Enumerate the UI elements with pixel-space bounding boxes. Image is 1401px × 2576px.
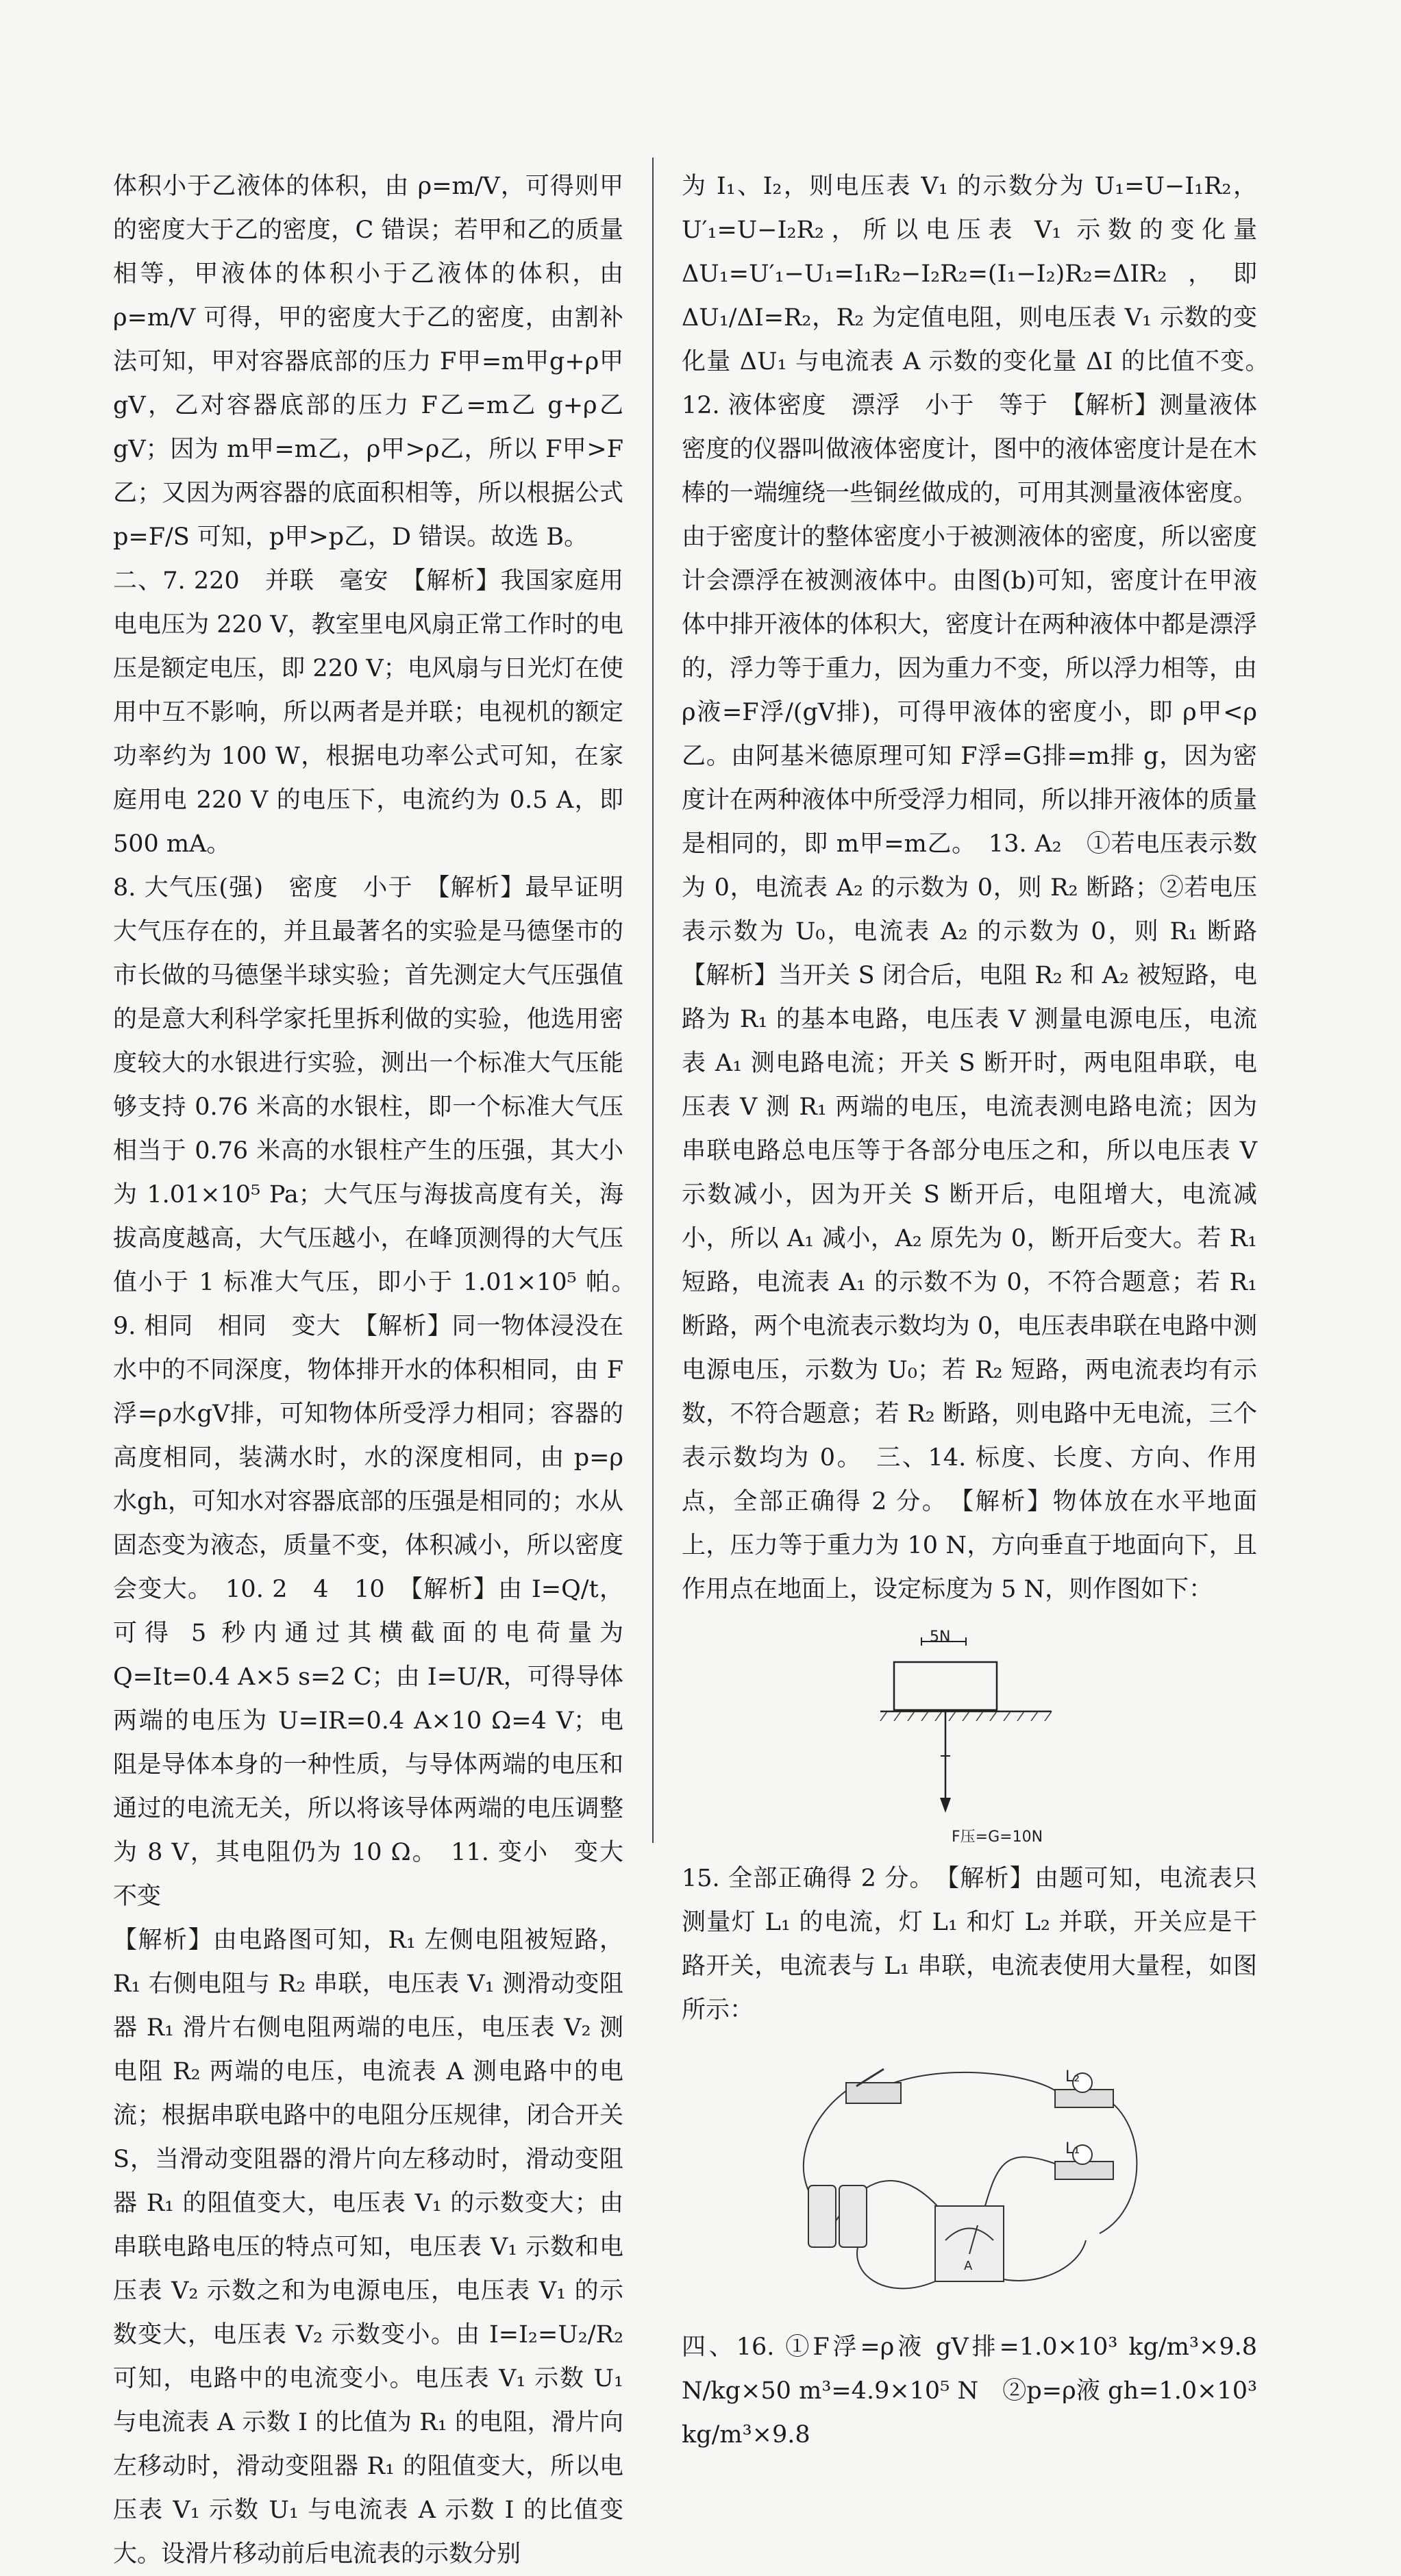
scale-label: 5N [930, 1628, 951, 1646]
left-column [113, 164, 648, 2576]
paragraph-q8-q11: 8. 大气压(强) 密度 小于 【解析】最早证明大气压存在的，并且最著名的实验是马德堡市的市长做的马德堡半球实验；首先测定大气压强值的是意大利科学家托里拆利做的实验，他选用密度较大的水银进行实验，测出一个标准大气压能够支持 0.76 米高的水银柱，即一个标准大气压相当于 0.76 米高的水银柱产生的压强，其大小为 1.01×10⁵ Pa；大气压与海拔高度有关，海拔高度越高，大气压越小，在峰顶测得的大气压值小于 1 标准大气压，即小于 1.01×10⁵ 帕。 9. 相同 相同 变大 【解析】同一物体浸没在水中的不同深度，物体排开水的体积相同，由 F浮=ρ水gV排，可知物体所受浮力相同；容器的高度相同，装满水时，水的深度相同，由 p=ρ水gh，可知水对容器底部的压强是相同的；水从固态变为液态，质量不变，体积减小，所以密度会变大。 10. 2 4 10 【解析】由 I=Q/t，可得 5 秒内通过其横截面的电荷量为 Q=It=0.4 A×5 s=2 C；由 I=U/R，可得导体两端的电压为 U=IR=0.4 A×10 Ω=4 V；电阻是导体本身的一种性质，与导体两端的电压和通过的电流无关，所以将该导体两端的电压调整为 8 V，其电阻仍为 10 Ω。 11. 变小 变大 不变 [113, 874, 648, 1910]
right-column [682, 164, 1282, 2457]
paragraph-q11-analysis: 【解析】由电路图可知，R₁ 左侧电阻被短路，R₁ 右侧电阻与 R₂ 串联，电压表 V₁ 测滑动变阻器 R₁ 滑片右侧电阻两端的电压，电压表 V₂ 测电阻 R₂ 两端的电压，电流表 A 测电路中的电流；根据串联电路中的电阻分压规律，闭合开关 S，当滑动变阻器的滑片向左移动时，滑动变阻器 R₁ 的阻值变大，电压表 V₁ 的示数变大；由串联电路电压的特点可知，电压表 V₁ 示数和电压表 V₂ 示数之和为电源电压，电压表 V₁ 的示数变大，电压表 V₂ 示数变小。由 I=I₂=U₂/R₂ 可知，电路中的电流变小。电压表 V₁ 示数 U₁ 与电流表 A 示数 I 的比值为 R₁ 的电阻，滑片向左移动时，滑动变阻器 R₁ 的阻值变大，所以电压表 V₁ 示数 U₁ 与电流表 A 示数 I 的比值变大。设滑片移动前后电流表的示数分别 [113, 1927, 623, 2568]
paragraph-q7: 二、7. 220 并联 毫安 【解析】我国家庭用电电压为 220 V，教室里电风扇正常工作时的电压是额定电压，即 220 V；电风扇与日光灯在使用中互不影响，所以两者是并联；电视机的额定功率约为 100 W，根据电功率公式可知，在家庭用电 220 V 的电压下，电流约为 0.5 A，即 500 mA。 [113, 567, 623, 858]
circuit-figure [778, 2042, 1161, 2316]
paragraph-density-analysis: 体积小于乙液体的体积，由 ρ=m/V，可得则甲的密度大于乙的密度，C 错误；若甲和乙的质量相等，甲液体的体积小于乙液体的体积，由 ρ=m/V 可得，甲的密度大于乙的密度，由割补法可知，甲对容器底部的压力 F甲=m甲g+ρ甲gV，乙对容器底部的压力 F乙=m乙 g+ρ乙 gV；因为 m甲=m乙，ρ甲>ρ乙，所以 F甲>F乙；又因为两容器的底面积相等，所以根据公式 p=F/S 可知，p甲>p乙，D 错误。故选 B。 [113, 173, 623, 551]
lamp-l2-label: L₂ [1065, 2068, 1080, 2085]
paragraph-q11-q14: 为 I₁、I₂，则电压表 V₁ 的示数分为 U₁=U−I₁R₂，U′₁=U−I₂R₂，所以电压表 V₁ 示数的变化量 ΔU₁=U′₁−U₁=I₁R₂−I₂R₂=(I₁−I₂)R₂=ΔIR₂，即 ΔU₁/ΔI=R₂，R₂ 为定值电阻，则电压表 V₁ 示数的变化量 ΔU₁ 与电流表 A 示数的变化量 ΔI 的比值不变。 12. 液体密度 漂浮 小于 等于 【解析】测量液体密度的仪器叫做液体密度计，图中的液体密度计是在木棒的一端缠绕一些铜丝做成的，可用其测量液体密度。由于密度计的整体密度小于被测液体的密度，所以密度计会漂浮在被测液体中。由图(b)可知，密度计在甲液体中排开液体的体积大，密度计在两种液体中都是漂浮的，浮力等于重力，因为重力不变，所以浮力相等，由 ρ液=F浮/(gV排)，可得甲液体的密度小，即 ρ甲<ρ乙。由阿基米德原理可知 F浮=G排=m排 g，因为密度计在两种液体中所受浮力相同，所以排开液体的质量是相同的，即 m甲=m乙。 13. A₂ ①若电压表示数为 0，电流表 A₂ 的示数为 0，则 R₂ 断路；②若电压表示数为 U₀，电流表 A₂ 的示数为 0，则 R₁ 断路 【解析】当开关 S 闭合后，电阻 R₂ 和 A₂ 被短路，电路为 R₁ 的基本电路，电压表 V 测量电源电压，电流表 A₁ 测电路电流；开关 S 断开时，两电阻串联，电压表 V 测 R₁ 两端的电压，电流表测电路电流；因为串联电路总电压等于各部分电压之和，所以电压表 V 示数减小，因为开关 S 断开后，电阻增大，电流减小，所以 A₁ 减小，A₂ 原先为 0，断开后变大。若 R₁ 短路，电流表 A₁ 的示数不为 0，不符合题意；若 R₁ 断路，两个电流表示数均为 0，电压表串联在电路中测电源电压，示数为 U₀；若 R₂ 短路，两电流表均有示数，不符合题意；若 R₂ 断路，则电路中无电流，三个表示数均为 0。 三、14. 标度、长度、方向、作用点，全部正确得 2 分。 【解析】物体放在水平地面上，压力等于重力为 10 N，方向垂直于地面向下，且作用点在地面上，设定标度为 5 N，则作图如下： [682, 173, 1282, 1603]
ammeter-label: A [964, 2259, 973, 2273]
column-divider [652, 158, 654, 1843]
force-diagram [873, 1621, 1065, 1847]
force-diagram-figure [873, 1621, 1065, 1847]
lamp-l1-label: L₁ [1065, 2140, 1080, 2157]
force-label: F压=G=10N [952, 1829, 1043, 1846]
paragraph-q15: 15. 全部正确得 2 分。 【解析】由题可知，电流表只测量灯 L₁ 的电流，灯 L₁ 和灯 L₂ 并联，开关应是干路开关，电流表与 L₁ 串联，电流表使用大量程，如图所示： [682, 1865, 1257, 2024]
paragraph-q16: 四、16. ①F浮=ρ液 gV排=1.0×10³ kg/m³×9.8 N/kg×50 m³=4.9×10⁵ N ②p=ρ液 gh=1.0×10³ kg/m³×9.8 [682, 2333, 1257, 2449]
